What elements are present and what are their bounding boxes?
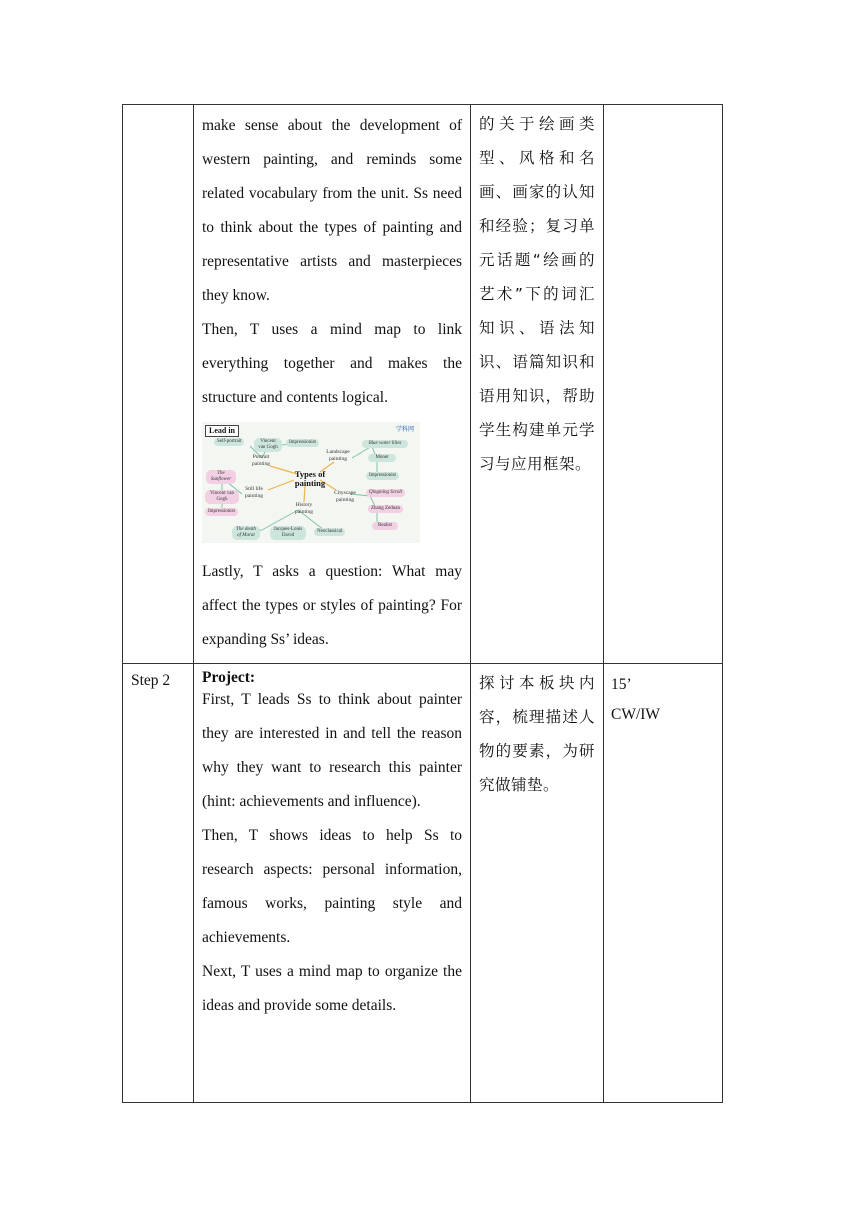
step-label: Step 2	[131, 672, 171, 689]
branch-landscape: Landscape painting	[326, 449, 350, 462]
node-impressionist-right: Impressionist	[366, 472, 399, 480]
procedure-paragraph: Lastly, T asks a question: What may affect the types or styles of painting? For expanding Ss’ ideas.	[202, 563, 462, 648]
procedure-paragraph: First, T leads Ss to think about painter they are interested in and tell the reason why they want to research this painter (hint: achievements and influence).	[202, 691, 462, 810]
class-mode: CW/IW	[611, 706, 661, 723]
time-cell	[604, 664, 723, 1103]
step-cell	[123, 664, 194, 1103]
node-monet: Monet	[368, 454, 396, 462]
lesson-plan-table	[122, 104, 723, 1103]
procedure-paragraph: Then, T shows ideas to help Ss to research aspects: personal information, famous works, painting style and achievements.	[202, 827, 462, 946]
node-sunflower: The Sunflower	[206, 470, 236, 484]
step-cell	[123, 105, 194, 664]
procedure-paragraph: Then, T uses a mind map to link everything together and makes the structure and contents logical.	[202, 321, 462, 406]
branch-cityscape: Cityscape painting	[334, 490, 356, 503]
node-blue-water-lilies: Blue water lilies	[362, 440, 408, 448]
purpose-cell	[471, 105, 604, 664]
node-impressionist-top: Impressionist	[286, 439, 319, 447]
branch-still-life: Still life painting	[244, 486, 264, 499]
project-title: Project:	[202, 669, 256, 686]
node-death-of-marat: The death of Marat	[232, 526, 260, 540]
node-zhang-zeduan: Zhang Zeduan	[368, 505, 403, 513]
procedure-paragraph: make sense about the development of western painting, and reminds some related vocabulary from the unit. Ss need to think about the types of painting and representative artists and masterpieces they know.	[202, 117, 462, 304]
mind-map-center: Types of painting	[294, 469, 326, 488]
table-row	[123, 664, 723, 1103]
time-minutes: 15’	[611, 676, 632, 693]
node-van-gogh-left: Vincent van Gogh	[205, 490, 239, 504]
branch-portrait: Portrait painting	[251, 454, 271, 467]
lead-in-label: Lead in	[205, 425, 239, 437]
node-neoclassical: Neoclassical	[314, 528, 345, 536]
time-cell	[604, 105, 723, 664]
logo-watermark: 学科网	[395, 427, 414, 433]
purpose-cell	[471, 664, 604, 1103]
node-impressionist-left: Impressionist	[205, 508, 238, 516]
node-david: Jacques-Louis David	[270, 526, 306, 540]
node-self-portrait: Self-portrait	[214, 438, 244, 446]
branch-history: History painting	[294, 502, 314, 515]
node-realist: Realist	[372, 522, 398, 530]
purpose-text: 探讨本板块内容，梳理描述人物的要素，为研究做铺垫。	[479, 674, 595, 794]
procedure-cell	[194, 105, 471, 664]
node-van-gogh-top: Vincent van Gogh	[254, 438, 282, 452]
procedure-cell	[194, 664, 471, 1103]
table-row	[123, 105, 723, 664]
purpose-text: 的关于绘画类型、风格和名画、画家的认知和经验；复习单元话题“绘画的艺术”下的词汇知识、语法知识、语篇知识和语用知识，帮助学生构建单元学习与应用框架。	[479, 115, 595, 473]
mind-map-image	[202, 422, 420, 543]
procedure-paragraph: Next, T uses a mind map to organize the ideas and provide some details.	[202, 963, 462, 1014]
node-qingming-scroll: Qingming Scroll	[366, 489, 405, 497]
